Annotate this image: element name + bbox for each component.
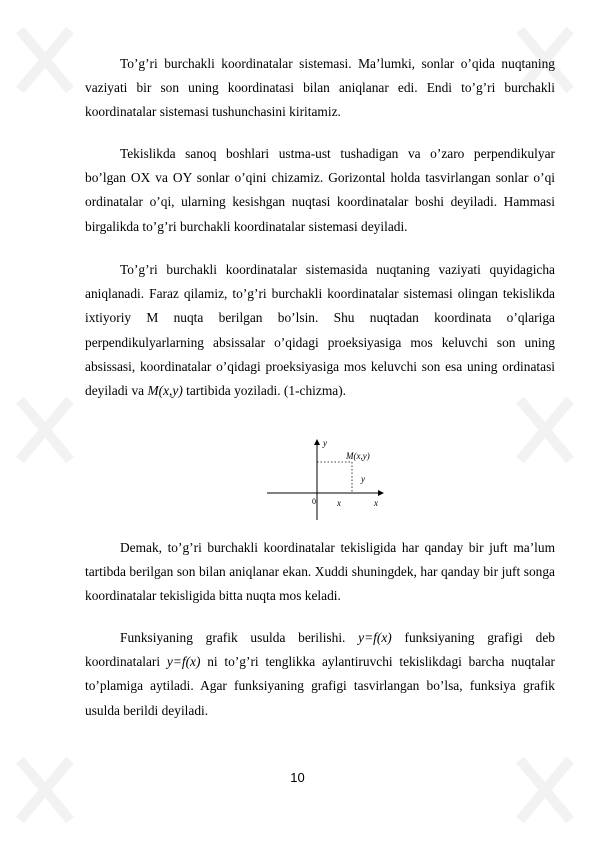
y-coordinate-label: y: [361, 474, 365, 484]
paragraph-coordinate-system-intro: To’g’ri burchakli koordinatalar sistemasi. Ma’lumki, sonlar o’qida nuqtaning vaziyati bir son uning koordinatasi bilan aniqlanar edi. Endi to’g’ri burchakli koordinatalar sistemasi tushunchasini kiritamiz.: [85, 56, 555, 120]
paragraph-graphical-function: Funksiyaning grafik usulda berilishi. y=f(x) funksiyaning grafigi deb koordinatalari y=f(x) ni to’g’ri tenglikka aylantiruvchi tekislikdagi barcha nuqtalar to’plamiga aytiladi. Agar funksiyaning grafigi tasvirlangan bo’lsa, funksiya grafik usulda berildi deyiladi.: [85, 630, 555, 718]
paragraph-point-coordinates: To’g’ri burchakli koordinatalar sistemasida nuqtaning vaziyati quyidagicha aniqlanadi. Faraz qilamiz, to’g’ri burchakli koordinatalar sistemasi olingan tekislikda ixtiyoriy M nuqta berilgan bo’lsin. Shu nuqtadan koordinata o’qlariga perpendikulyarlarning absissalar o’qidagi proeksiyasiga mos keluvchi son uning absissasi, koordinatalar o’qidagi proeksiyasiga mos keluvchi son esa uning ordinatasi deyiladi va M(x,y) tartibida yoziladi. (1-chizma).: [85, 262, 555, 399]
origin-label: 0: [312, 497, 316, 506]
paragraph-pair-correspondence: Demak, to’g’ri burchakli koordinatalar tekisligida har qanday bir juft ma’lum tartibda berilgan son bilan aniqlanar ekan. Xuddi shuningdek, har qanday bir juft songa koordinatalar tekisligida bitta nuqta mos keladi.: [85, 540, 555, 604]
point-m-label: M(x,y): [346, 451, 370, 461]
x-coordinate-label: x: [337, 498, 341, 508]
x-axis-label: x: [374, 498, 378, 508]
page-number: 10: [290, 770, 305, 785]
coordinate-system-figure: [265, 436, 390, 522]
y-axis-label: y: [323, 438, 327, 448]
paragraph-axes-definition: Tekislikda sanoq boshlari ustma-ust tushadigan va o’zaro perpendikulyar bo’lgan OX va OY sonlar o’qini chizamiz. Gorizontal holda tasvirlangan sonlar o’qi ordinatalar o’qi, ularning kesishgan nuqtasi koordinatalar boshi deyiladi. Hammasi birgalikda to’g’ri burchakli koordinatalar sistemasi deyiladi.: [85, 146, 555, 234]
